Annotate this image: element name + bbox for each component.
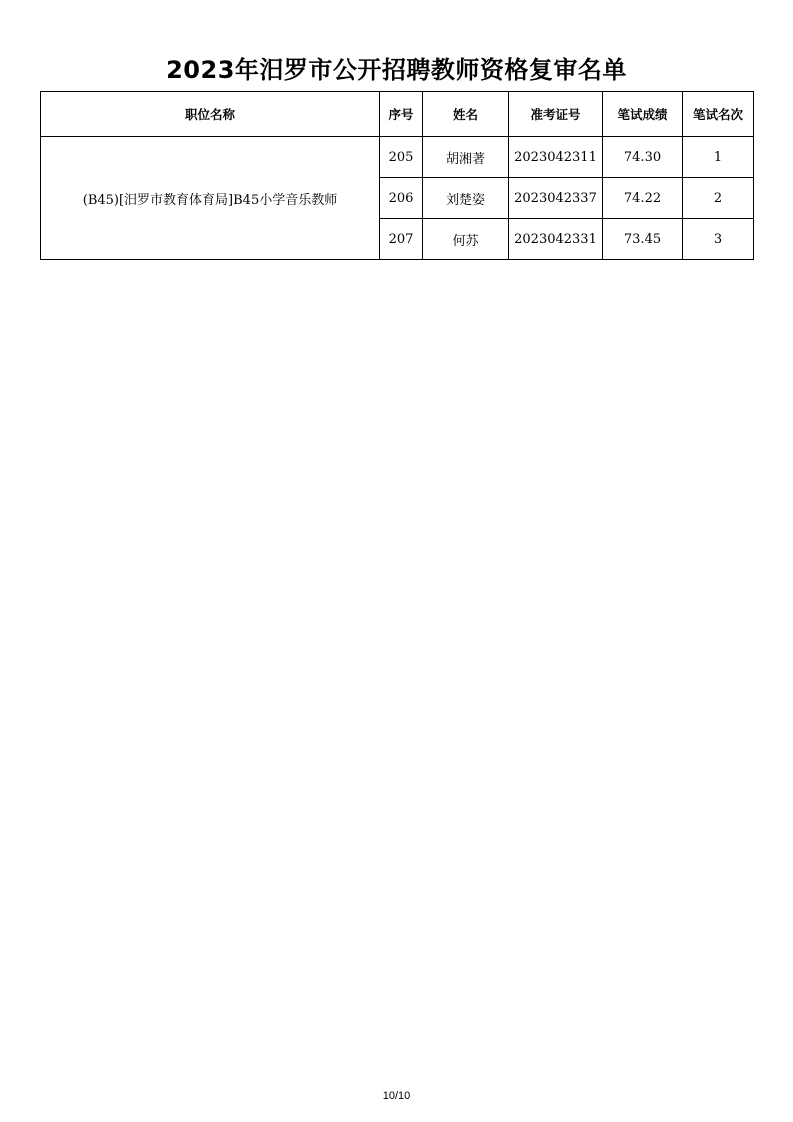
page-title: 2023年汨罗市公开招聘教师资格复审名单	[166, 56, 627, 84]
rank-cell: 2	[683, 178, 754, 219]
table-header-row	[41, 92, 754, 137]
rank-cell: 1	[683, 137, 754, 178]
exam-id-cell: 2023042331	[509, 219, 603, 260]
page-number: 10/10	[382, 1090, 411, 1102]
header-name: 姓名	[423, 92, 509, 137]
position-cell: (B45)[汨罗市教育体育局]B45小学音乐教师	[41, 137, 380, 260]
header-exam-id: 准考证号	[509, 92, 603, 137]
header-position: 职位名称	[41, 92, 380, 137]
seq-cell: 206	[380, 178, 423, 219]
score-cell: 73.45	[603, 219, 683, 260]
name-cell: 刘楚姿	[423, 178, 509, 219]
exam-id-cell: 2023042337	[509, 178, 603, 219]
seq-cell: 205	[380, 137, 423, 178]
score-cell: 74.30	[603, 137, 683, 178]
seq-cell: 207	[380, 219, 423, 260]
header-seq: 序号	[380, 92, 423, 137]
score-cell: 74.22	[603, 178, 683, 219]
table-row	[41, 137, 754, 178]
roster-table	[40, 91, 754, 260]
rank-cell: 3	[683, 219, 754, 260]
header-rank: 笔试名次	[683, 92, 754, 137]
name-cell: 胡湘著	[423, 137, 509, 178]
header-score: 笔试成绩	[603, 92, 683, 137]
name-cell: 何苏	[423, 219, 509, 260]
exam-id-cell: 2023042311	[509, 137, 603, 178]
